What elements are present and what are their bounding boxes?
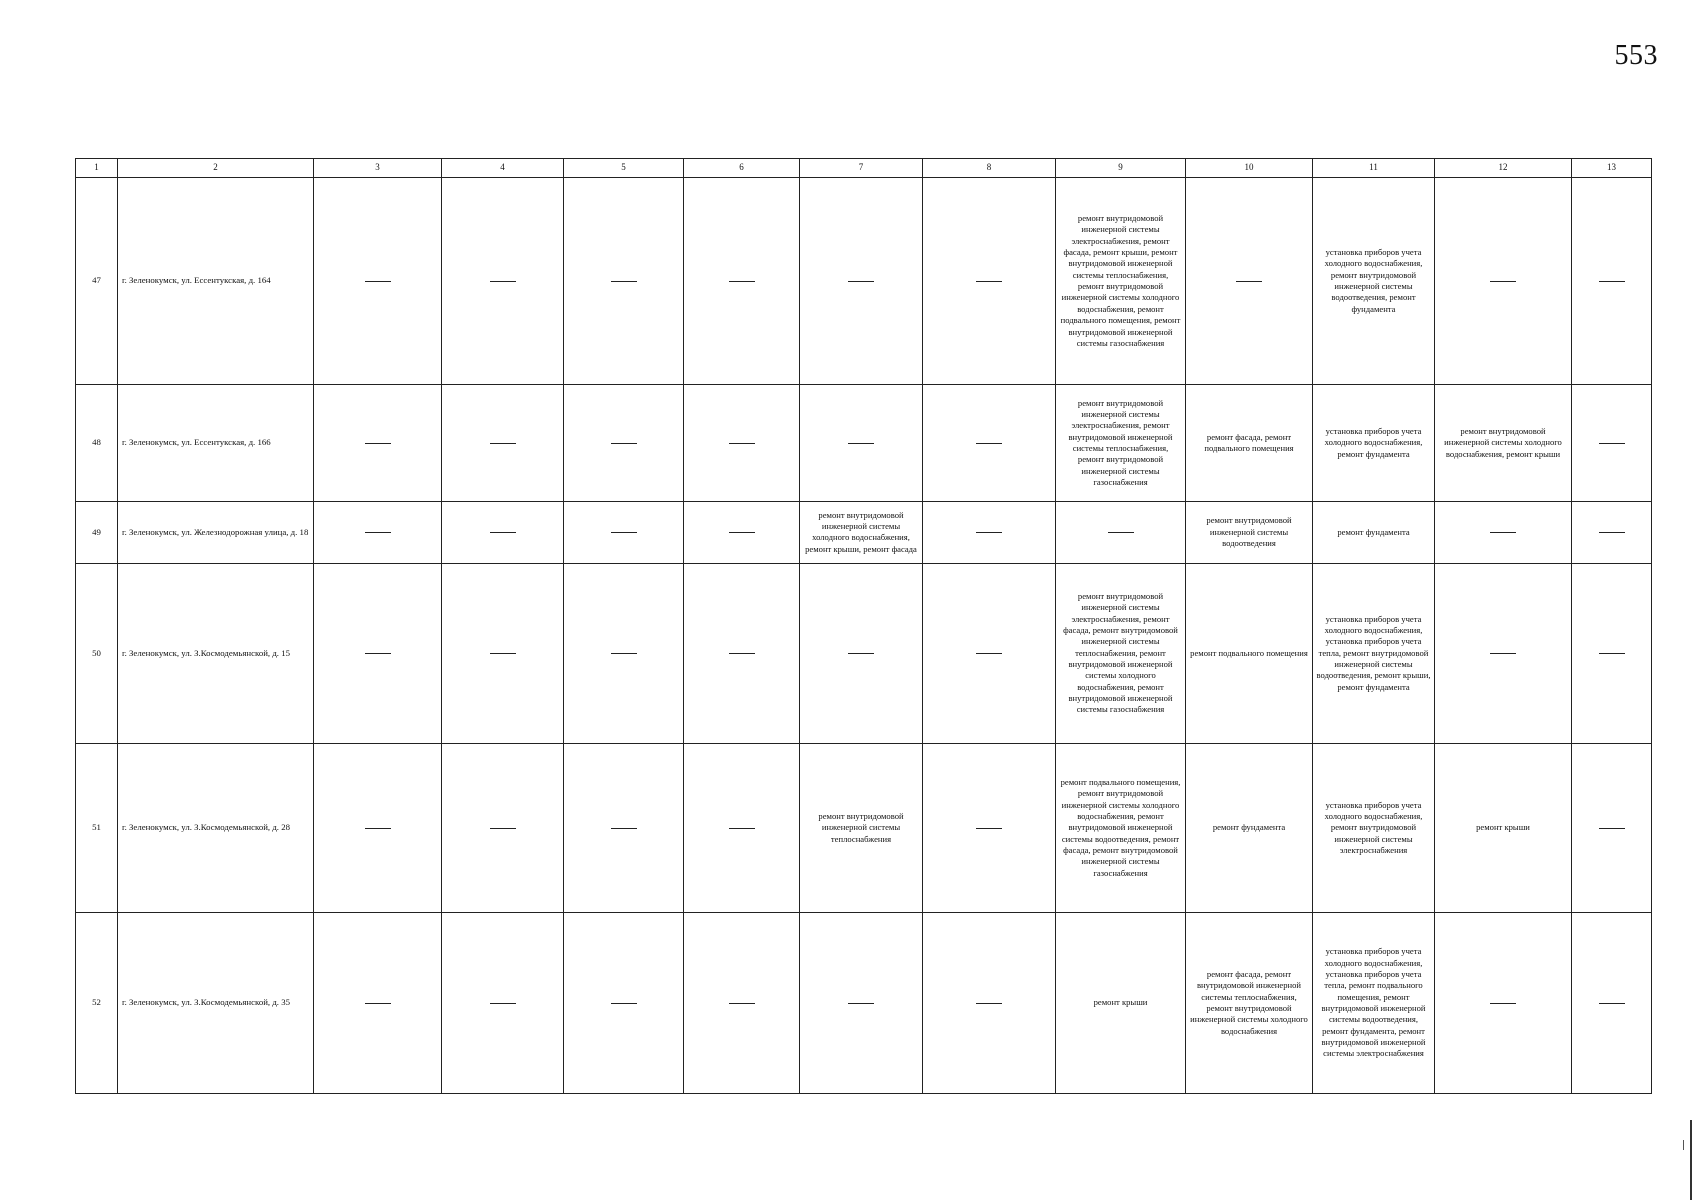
empty-cell xyxy=(442,385,564,501)
address-cell: г. Зеленокумск, ул. З.Космодемьянской, д. 35 xyxy=(118,913,314,1094)
address-cell: г. Зеленокумск, ул. З.Космодемьянской, д. 15 xyxy=(118,563,314,743)
empty-cell xyxy=(564,743,684,913)
empty-cell xyxy=(1435,913,1572,1094)
dash-mark xyxy=(611,1003,637,1004)
row-number: 50 xyxy=(76,563,118,743)
dash-mark xyxy=(365,653,391,654)
empty-cell xyxy=(314,913,442,1094)
dash-mark xyxy=(1490,653,1516,654)
dash-mark xyxy=(976,281,1002,282)
column-header: 6 xyxy=(684,159,800,178)
dash-mark xyxy=(1599,653,1625,654)
empty-cell xyxy=(684,501,800,563)
work-cell: ремонт крыши xyxy=(1435,743,1572,913)
dash-mark xyxy=(848,281,874,282)
table-row xyxy=(76,385,1652,501)
empty-cell xyxy=(564,178,684,385)
work-cell: ремонт фасада, ремонт внутридомовой инженерной системы теплоснабжения, ремонт внутридомовой инженерной системы холодного водоснабжения xyxy=(1186,913,1313,1094)
empty-cell xyxy=(800,913,923,1094)
column-header: 4 xyxy=(442,159,564,178)
empty-cell xyxy=(923,385,1056,501)
dash-mark xyxy=(976,828,1002,829)
dash-mark xyxy=(490,281,516,282)
dash-mark xyxy=(611,653,637,654)
empty-cell xyxy=(923,913,1056,1094)
dash-mark xyxy=(365,443,391,444)
row-number: 49 xyxy=(76,501,118,563)
row-number: 47 xyxy=(76,178,118,385)
dash-mark xyxy=(729,443,755,444)
row-number: 48 xyxy=(76,385,118,501)
dash-mark xyxy=(365,532,391,533)
work-cell: ремонт подвального помещения, ремонт внутридомовой инженерной системы холодного водоснабжения, ремонт внутридомовой инженерной системы водоотведения, ремонт фасада, ремонт внутридомовой инженерной системы газоснабжения xyxy=(1056,743,1186,913)
empty-cell xyxy=(1572,501,1652,563)
dash-mark xyxy=(729,532,755,533)
empty-cell xyxy=(1435,501,1572,563)
address-cell: г. Зеленокумск, ул. Ессентукская, д. 166 xyxy=(118,385,314,501)
empty-cell xyxy=(1572,178,1652,385)
dash-mark xyxy=(976,443,1002,444)
empty-cell xyxy=(442,913,564,1094)
empty-cell xyxy=(800,563,923,743)
empty-cell xyxy=(684,913,800,1094)
work-cell: установка приборов учета холодного водоснабжения, ремонт внутридомовой инженерной системы электроснабжения xyxy=(1313,743,1435,913)
empty-cell xyxy=(923,743,1056,913)
empty-cell xyxy=(564,501,684,563)
dash-mark xyxy=(976,532,1002,533)
column-header: 7 xyxy=(800,159,923,178)
column-header: 2 xyxy=(118,159,314,178)
address-cell: г. Зеленокумск, ул. Железнодорожная улица, д. 18 xyxy=(118,501,314,563)
empty-cell xyxy=(684,178,800,385)
dash-mark xyxy=(365,828,391,829)
work-cell: ремонт внутридомовой инженерной системы водоотведения xyxy=(1186,501,1313,563)
scan-margin-mark xyxy=(1690,1120,1692,1200)
dash-mark xyxy=(1490,532,1516,533)
dash-mark xyxy=(365,1003,391,1004)
dash-mark xyxy=(365,281,391,282)
dash-mark xyxy=(1599,443,1625,444)
column-header: 3 xyxy=(314,159,442,178)
column-header: 10 xyxy=(1186,159,1313,178)
empty-cell xyxy=(923,501,1056,563)
dash-mark xyxy=(1108,532,1134,533)
dash-mark xyxy=(611,281,637,282)
dash-mark xyxy=(729,281,755,282)
empty-cell xyxy=(314,501,442,563)
empty-cell xyxy=(314,178,442,385)
empty-cell xyxy=(314,385,442,501)
column-header: 8 xyxy=(923,159,1056,178)
empty-cell xyxy=(564,385,684,501)
dash-mark xyxy=(1599,1003,1625,1004)
empty-cell xyxy=(684,743,800,913)
dash-mark xyxy=(1599,281,1625,282)
column-header: 11 xyxy=(1313,159,1435,178)
dash-mark xyxy=(490,443,516,444)
empty-cell xyxy=(1186,178,1313,385)
table-row xyxy=(76,913,1652,1094)
work-cell: ремонт внутридомовой инженерной системы холодного водоснабжения, ремонт крыши, ремонт фасада xyxy=(800,501,923,563)
empty-cell xyxy=(923,178,1056,385)
work-cell: ремонт внутридомовой инженерной системы электроснабжения, ремонт фасада, ремонт внутридомовой инженерной системы теплоснабжения, ремонт внутридомовой инженерной системы холодного водоснабжения, ремонт внутридомовой инженерной системы газоснабжения xyxy=(1056,563,1186,743)
dash-mark xyxy=(490,828,516,829)
empty-cell xyxy=(1572,563,1652,743)
empty-cell xyxy=(923,563,1056,743)
work-cell: ремонт фасада, ремонт подвального помещения xyxy=(1186,385,1313,501)
row-number: 51 xyxy=(76,743,118,913)
empty-cell xyxy=(800,385,923,501)
empty-cell xyxy=(1572,385,1652,501)
work-cell: ремонт подвального помещения xyxy=(1186,563,1313,743)
column-header: 9 xyxy=(1056,159,1186,178)
empty-cell xyxy=(1435,563,1572,743)
empty-cell xyxy=(314,563,442,743)
page-number: 553 xyxy=(1614,40,1658,71)
work-cell: ремонт фундамента xyxy=(1313,501,1435,563)
work-cell: установка приборов учета холодного водоснабжения, ремонт фундамента xyxy=(1313,385,1435,501)
dash-mark xyxy=(976,1003,1002,1004)
work-cell: ремонт внутридомовой инженерной системы электроснабжения, ремонт фасада, ремонт крыши, ремонт внутридомовой инженерной системы теплоснабжения, ремонт внутридомовой инженерной системы холодного водоснабжения, ремонт подвального помещения, ремонт внутридомовой инженерной системы газоснабжения xyxy=(1056,178,1186,385)
table-row xyxy=(76,743,1652,913)
address-cell: г. Зеленокумск, ул. З.Космодемьянской, д. 28 xyxy=(118,743,314,913)
work-cell: ремонт внутридомовой инженерной системы теплоснабжения xyxy=(800,743,923,913)
dash-mark xyxy=(611,828,637,829)
scan-margin-tick xyxy=(1683,1140,1684,1150)
empty-cell xyxy=(684,563,800,743)
work-cell: ремонт фундамента xyxy=(1186,743,1313,913)
work-cell: ремонт внутридомовой инженерной системы электроснабжения, ремонт внутридомовой инженерной системы теплоснабжения, ремонт внутридомовой инженерной системы газоснабжения xyxy=(1056,385,1186,501)
dash-mark xyxy=(1490,1003,1516,1004)
empty-cell xyxy=(442,743,564,913)
work-cell: установка приборов учета холодного водоснабжения, установка приборов учета тепла, ремонт внутридомовой инженерной системы водоотведения, ремонт крыши, ремонт фундамента xyxy=(1313,563,1435,743)
table-row xyxy=(76,178,1652,385)
work-cell: установка приборов учета холодного водоснабжения, ремонт внутридомовой инженерной системы водоотведения, ремонт фундамента xyxy=(1313,178,1435,385)
dash-mark xyxy=(490,653,516,654)
column-header: 5 xyxy=(564,159,684,178)
dash-mark xyxy=(729,653,755,654)
dash-mark xyxy=(1599,532,1625,533)
empty-cell xyxy=(314,743,442,913)
dash-mark xyxy=(848,653,874,654)
header-row xyxy=(76,159,1652,178)
dash-mark xyxy=(1599,828,1625,829)
column-header: 12 xyxy=(1435,159,1572,178)
work-cell: ремонт крыши xyxy=(1056,913,1186,1094)
empty-cell xyxy=(564,913,684,1094)
repair-table xyxy=(75,158,1652,1094)
table-row xyxy=(76,563,1652,743)
work-cell: ремонт внутридомовой инженерной системы холодного водоснабжения, ремонт крыши xyxy=(1435,385,1572,501)
row-number: 52 xyxy=(76,913,118,1094)
dash-mark xyxy=(976,653,1002,654)
empty-cell xyxy=(442,501,564,563)
dash-mark xyxy=(848,1003,874,1004)
empty-cell xyxy=(442,563,564,743)
dash-mark xyxy=(729,828,755,829)
empty-cell xyxy=(1572,913,1652,1094)
address-cell: г. Зеленокумск, ул. Ессентукская, д. 164 xyxy=(118,178,314,385)
column-header: 1 xyxy=(76,159,118,178)
empty-cell xyxy=(1056,501,1186,563)
dash-mark xyxy=(611,443,637,444)
empty-cell xyxy=(1572,743,1652,913)
dash-mark xyxy=(729,1003,755,1004)
dash-mark xyxy=(848,443,874,444)
dash-mark xyxy=(490,532,516,533)
table-row xyxy=(76,501,1652,563)
empty-cell xyxy=(442,178,564,385)
empty-cell xyxy=(684,385,800,501)
dash-mark xyxy=(1236,281,1262,282)
dash-mark xyxy=(611,532,637,533)
dash-mark xyxy=(490,1003,516,1004)
empty-cell xyxy=(564,563,684,743)
work-cell: установка приборов учета холодного водоснабжения, установка приборов учета тепла, ремонт подвального помещения, ремонт внутридомовой инженерной системы водоотведения, ремонт фундамента, ремонт внутридомовой инженерной системы электроснабжения xyxy=(1313,913,1435,1094)
empty-cell xyxy=(800,178,923,385)
column-header: 13 xyxy=(1572,159,1652,178)
empty-cell xyxy=(1435,178,1572,385)
dash-mark xyxy=(1490,281,1516,282)
